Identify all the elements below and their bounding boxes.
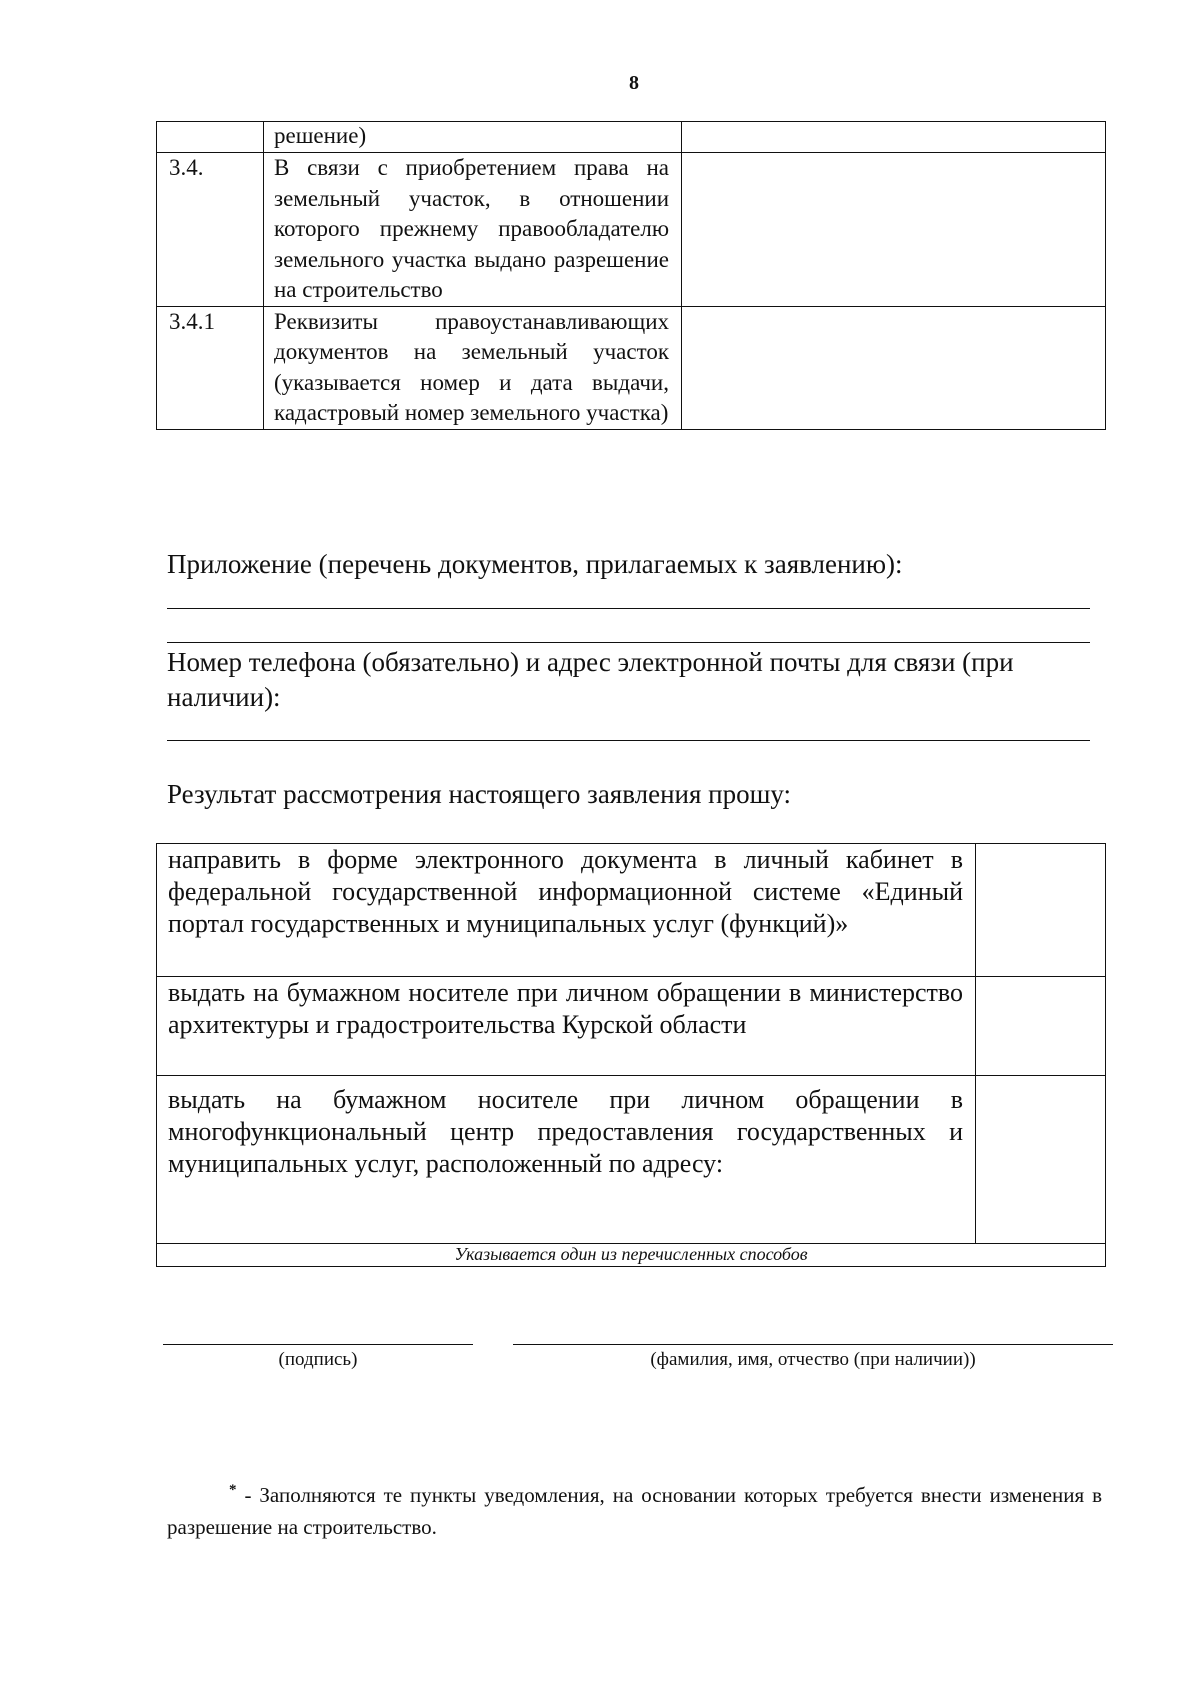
table-row	[157, 977, 1106, 1076]
attachments-fill-line-2[interactable]	[167, 642, 1090, 643]
result-method-table	[156, 843, 1106, 1267]
table-row	[157, 306, 1106, 429]
attachments-fill-line-1[interactable]	[167, 608, 1090, 609]
table-row	[157, 153, 1106, 307]
table-row	[157, 122, 1106, 153]
result-label: Результат рассмотрения настоящего заявления прошу:	[167, 779, 792, 809]
option-checkbox-cell[interactable]	[976, 844, 1106, 977]
row-number	[157, 122, 264, 153]
permit-changes-table	[156, 121, 1106, 430]
footnote-marker: *	[229, 1482, 237, 1498]
footnote-text: - Заполняются те пункты уведомления, на основании которых требуется внести изменения в разрешение на строительство.	[167, 1483, 1102, 1539]
table-row	[157, 1076, 1106, 1244]
row-description: В связи с приобретением права на земельный участок, в отношении которого прежнему правообладателю земельного участка выдано разрешение на строительство	[264, 153, 682, 307]
signature-caption: (подпись)	[278, 1349, 358, 1370]
name-line[interactable]	[513, 1344, 1113, 1345]
row-value-cell[interactable]	[682, 122, 1106, 153]
row-number: 3.4.	[157, 153, 264, 307]
table-row	[157, 844, 1106, 977]
name-caption: (фамилия, имя, отчество (при наличии))	[650, 1349, 976, 1370]
row-description: Реквизиты правоустанавливающих документов на земельный участок (указывается номер и дата выдачи, кадастровый номер земельного участка)	[264, 306, 682, 429]
option-text: направить в форме электронного документа в личный кабинет в федеральной государственной информационной системе «Единый портал государственных и муниципальных услуг (функций)»	[157, 844, 976, 977]
footnote	[167, 1474, 1102, 1543]
row-number: 3.4.1	[157, 306, 264, 429]
contact-fill-line[interactable]	[167, 740, 1090, 741]
option-checkbox-cell[interactable]	[976, 977, 1106, 1076]
table-note: Указывается один из перечисленных способов	[157, 1244, 1106, 1267]
option-text: выдать на бумажном носителе при личном обращении в министерство архитектуры и градостроительства Курской области	[157, 977, 976, 1076]
page-number: 8	[629, 72, 639, 94]
signature-line[interactable]	[163, 1344, 473, 1345]
attachments-label: Приложение (перечень документов, прилагаемых к заявлению):	[167, 549, 903, 579]
row-description: решение)	[264, 122, 682, 153]
option-checkbox-cell[interactable]	[976, 1076, 1106, 1244]
contact-label: Номер телефона (обязательно) и адрес электронной почты для связи (при наличии):	[167, 647, 1014, 712]
row-value-cell[interactable]	[682, 306, 1106, 429]
table-note-row	[157, 1244, 1106, 1267]
row-value-cell[interactable]	[682, 153, 1106, 307]
option-text: выдать на бумажном носителе при личном обращении в многофункциональный центр предоставления государственных и муниципальных услуг, расположенный по адресу:	[157, 1076, 976, 1244]
